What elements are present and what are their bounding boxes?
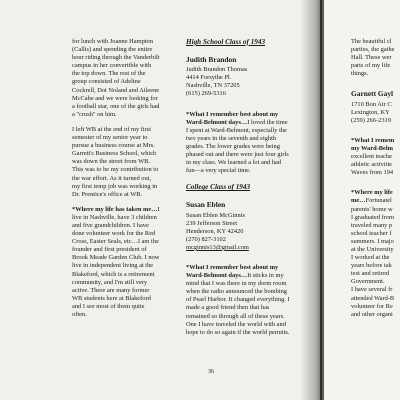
- answer-text: I loved the time I spent at Ward-Belmont, especially the two years in the seventh and eighth grades. The lower grades were being phased out and there were just four girls in my class. We learned a lot and had fun—a very special time.: [186, 118, 289, 175]
- address-line: (259) 266-2319: [351, 116, 391, 124]
- text-line: summers. I majo: [351, 237, 394, 245]
- question-heading: *Where my life has taken me…: [72, 205, 158, 213]
- text-line: I graduated from: [351, 213, 394, 221]
- question-heading: my Ward-Belm: [351, 144, 393, 152]
- alumna-address: [186, 212, 290, 252]
- address-line: (270) 827-3102: [186, 235, 226, 243]
- alumna-name: Garnett Gayl: [351, 89, 394, 99]
- email-address: mcginnis13@gmail.com: [186, 243, 249, 251]
- alumna-address: [186, 66, 290, 98]
- question-heading: me…: [351, 197, 366, 205]
- text-line: I worked at the: [351, 254, 390, 262]
- alumna-address: [351, 101, 400, 125]
- text-line: excellent teache: [351, 153, 392, 161]
- text-line: athletic activitie: [351, 161, 392, 169]
- paragraph-life-taken: [72, 206, 160, 319]
- question-heading: *Where my life: [351, 189, 393, 197]
- page-number: 36: [208, 369, 214, 375]
- intro-lines: [351, 38, 400, 78]
- paragraph-left-wb: I left WB at the end of my first semester of my senior year to pursue a business course at Mrs. Garrett's Business School, which was down the street from WB. This was to be my contribution to the war effort. As it turned out, my first temp job was working in Dr. Prentice's office at WB.: [72, 125, 159, 198]
- address-line: Susan Eblen McGinnis: [186, 211, 245, 219]
- middle-text-column: [186, 38, 290, 344]
- alumna-name: Judith Brandon: [186, 55, 237, 65]
- address-line: Nashville, TN 37205: [186, 82, 240, 90]
- question-heading: *What I remember best about my Ward-Belmont days…: [186, 263, 279, 280]
- question-heading: *What I remem: [351, 136, 395, 144]
- address-line: Henderson, KY 42420: [186, 227, 244, 235]
- left-text-column: [72, 38, 160, 326]
- address-line: Lexington, KY: [351, 108, 390, 116]
- address-line: 1710 Bon Air C: [351, 100, 392, 108]
- text-line: traveled many p: [351, 221, 393, 229]
- text-line: Waves from 194: [351, 169, 394, 177]
- book-gutter-shadow: [300, 0, 322, 400]
- memory-paragraph: [186, 264, 290, 337]
- text-line: things.: [351, 70, 369, 78]
- memory-paragraph: [186, 111, 290, 176]
- question-block: [351, 137, 400, 177]
- paragraph-lunch: for lunch with Joanne Hampton (Callis) and spending the entire hour riding through the Vanderbilt campus in her convertible with the top down. The rest of the group consisted of Adeline Cockrell, Dot Noland and Aileene McCabe and we were looking for a football star, one of the girls had a "crush" on him.: [72, 38, 160, 118]
- question-heading: *What I remember best about my Ward-Belmont days…: [186, 110, 279, 126]
- text-line: school teacher f: [351, 229, 392, 237]
- text-line: test and retired: [351, 270, 389, 278]
- answer-text: I live in Nashville, have 3 children and five grandchildren. I have done volunteer work for the Red Cross, Easter Seals, etc…I am the founder and first president of Brook Meade Garden Club. I now live in independent living at the Blakeford, which is a retirement community, and I'm still very active. There are many former WB students here at Blakeford and I see most of them quite often.: [72, 205, 160, 318]
- address-line: 4414 Forsythe Pl.: [186, 74, 232, 82]
- address-line: (615) 269-5316: [186, 90, 226, 98]
- section-title-high-school: High School Class of 1943: [186, 38, 266, 46]
- answer-text: It sticks in my mind that I was there in my dorm room when the radio announced the bombing of Pearl Harbor. It changed everything. I made a good friend then that has remained so through all of these years. One I have traveled the world with and hope to do so again if the world permits.: [186, 272, 290, 336]
- text-line: and other organi: [351, 310, 393, 318]
- text-line: parents' home w: [351, 205, 393, 213]
- alumna-name: Susan Eblen: [186, 200, 226, 210]
- text-line: attended Ward-B: [351, 294, 395, 302]
- text-line: volunteer for Re: [351, 302, 393, 310]
- right-text-column: [351, 38, 400, 319]
- text-line: Hall. These wer: [351, 54, 392, 62]
- text-fragment: Fortunatel: [365, 197, 392, 205]
- text-line: years before tak: [351, 262, 392, 270]
- section-title-college: College Class of 1943: [186, 183, 251, 192]
- text-line: [351, 197, 400, 205]
- text-line: parts of my life: [351, 62, 391, 70]
- question-block: [351, 189, 400, 319]
- address-line: 239 Jefferson Street: [186, 219, 237, 227]
- text-line: The beautiful cl: [351, 38, 392, 45]
- text-line: parties, the gathe: [351, 46, 395, 54]
- text-line: I have several fr: [351, 286, 393, 294]
- text-line: at the University: [351, 245, 394, 253]
- text-line: Government.: [351, 278, 385, 286]
- address-line: Judith Brandon Thomas: [186, 66, 248, 74]
